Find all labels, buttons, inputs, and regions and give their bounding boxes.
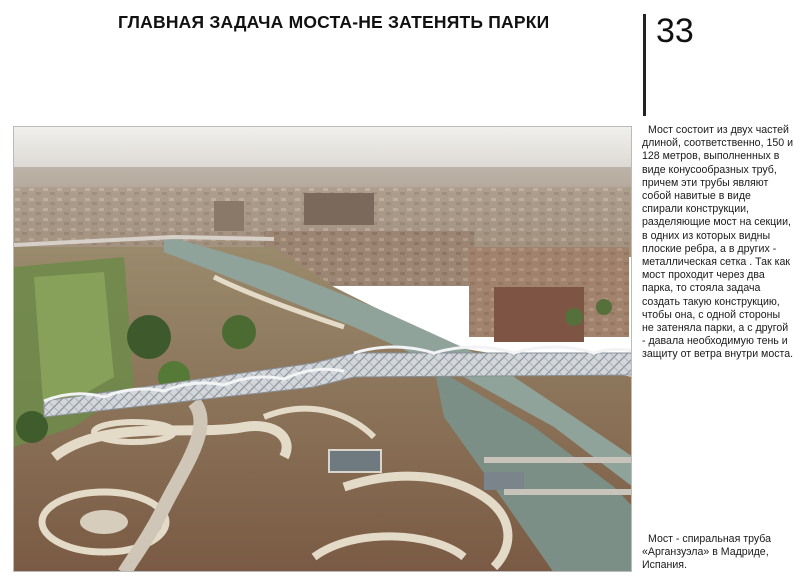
- page-number: 33: [656, 12, 694, 50]
- bridge-aerial-photo: [13, 126, 632, 572]
- photo-caption: Мост - спиральная труба «Арганзуэла» в Мадриде, Испания.: [642, 533, 772, 572]
- description-text: Мост состоит из двух частей длиной, соответственно, 150 и 128 метров, выполненных в виде конусообразных труб, причем эти трубы являют собой навитые в виде спирали конструкции, разделяющие мост на секции, в одних из которых видны плоские ребра, а в других - металлическая сетка . Так как мост проходит через два парка, то стояла задача создать такую конструкцию, чтобы она, с одной стороны не затеняла парки, а с другой - давала необходимую тень и защиту от ветра внутри моста.: [642, 124, 794, 361]
- slide-title: ГЛАВНАЯ ЗАДАЧА МОСТА-НЕ ЗАТЕНЯТЬ ПАРКИ: [118, 12, 550, 32]
- vertical-divider: [643, 14, 646, 116]
